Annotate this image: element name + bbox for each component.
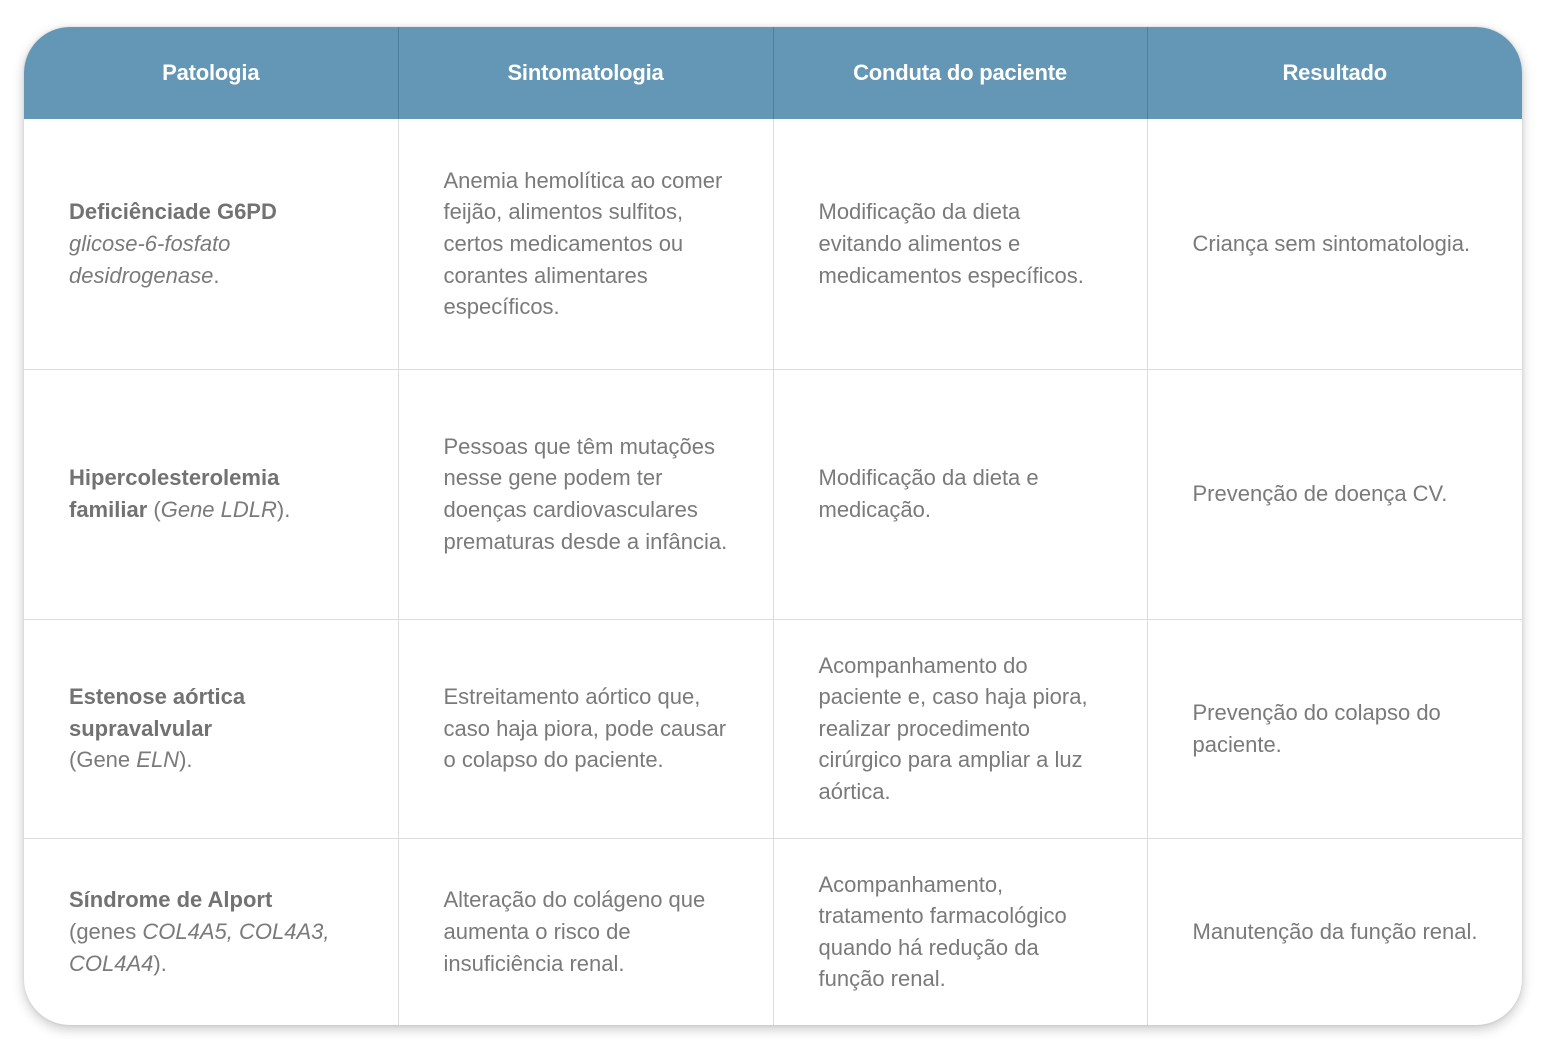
pathology-name: Síndrome de Alport	[69, 887, 273, 913]
table-row	[24, 838, 1522, 1025]
cell-conduta: Acompanhamento, tratamento farmacológico quando há redução da função renal.	[773, 838, 1147, 1025]
pathology-name: Hipercolesterolemia familiar	[69, 465, 280, 522]
table-card	[24, 27, 1522, 1025]
header-resultado: Resultado	[1147, 27, 1522, 119]
pathology-table	[24, 27, 1522, 1025]
header-conduta: Conduta do paciente	[773, 27, 1147, 119]
cell-sintomatologia: Alteração do colágeno que aumenta o risco de insuficiência renal.	[398, 838, 773, 1025]
cell-sintomatologia: Estreitamento aórtico que, caso haja piora, pode causar o colapso do paciente.	[398, 619, 773, 838]
table-row	[24, 619, 1522, 838]
pathology-name: Deficiênciade G6PD	[69, 199, 277, 225]
pathology-name: Estenose aórtica supravalvular	[69, 684, 246, 741]
table-row	[24, 119, 1522, 369]
pathology-detail-tail: ).	[179, 747, 193, 773]
pathology-detail-tail: ).	[153, 950, 167, 976]
cell-patologia	[24, 619, 398, 838]
pathology-detail-italic: Gene LDLR	[160, 497, 277, 522]
header-sintomatologia: Sintomatologia	[398, 27, 773, 119]
cell-conduta: Modificação da dieta evitando alimentos e medicamentos específicos.	[773, 119, 1147, 369]
table-row	[24, 369, 1522, 619]
cell-resultado: Manutenção da função renal.	[1147, 838, 1522, 1025]
pathology-detail-italic: glicose-6-fosfato desidrogenase	[69, 230, 231, 288]
pathology-detail-tail: ).	[276, 497, 291, 522]
pathology-detail-pre: (	[147, 497, 161, 522]
cell-resultado: Criança sem sintomatologia.	[1147, 119, 1522, 369]
cell-patologia	[24, 838, 398, 1025]
cell-patologia	[24, 369, 398, 619]
cell-resultado: Prevenção de doença CV.	[1147, 369, 1522, 619]
cell-resultado: Prevenção do colapso do paciente.	[1147, 619, 1522, 838]
cell-conduta: Modificação da dieta e medicação.	[773, 369, 1147, 619]
cell-sintomatologia: Pessoas que têm mutações nesse gene podem ter doenças cardiovasculares prematuras desde a infância.	[398, 369, 773, 619]
cell-conduta: Acompanhamento do paciente e, caso haja piora, realizar procedimento cirúrgico para ampliar a luz aórtica.	[773, 619, 1147, 838]
cell-patologia	[24, 119, 398, 369]
pathology-detail-tail: .	[213, 262, 220, 288]
pathology-detail-pre: (Gene	[69, 747, 137, 773]
pathology-detail-italic: COL4A5, COL4A3, COL4A4	[69, 918, 330, 976]
cell-sintomatologia: Anemia hemolítica ao comer feijão, alimentos sulfitos, certos medicamentos ou corantes alimentares específicos.	[398, 119, 773, 369]
table-header-row	[24, 27, 1522, 119]
pathology-detail-italic: ELN	[136, 747, 180, 773]
header-patologia: Patologia	[24, 27, 398, 119]
pathology-detail-pre: (genes	[69, 918, 143, 944]
